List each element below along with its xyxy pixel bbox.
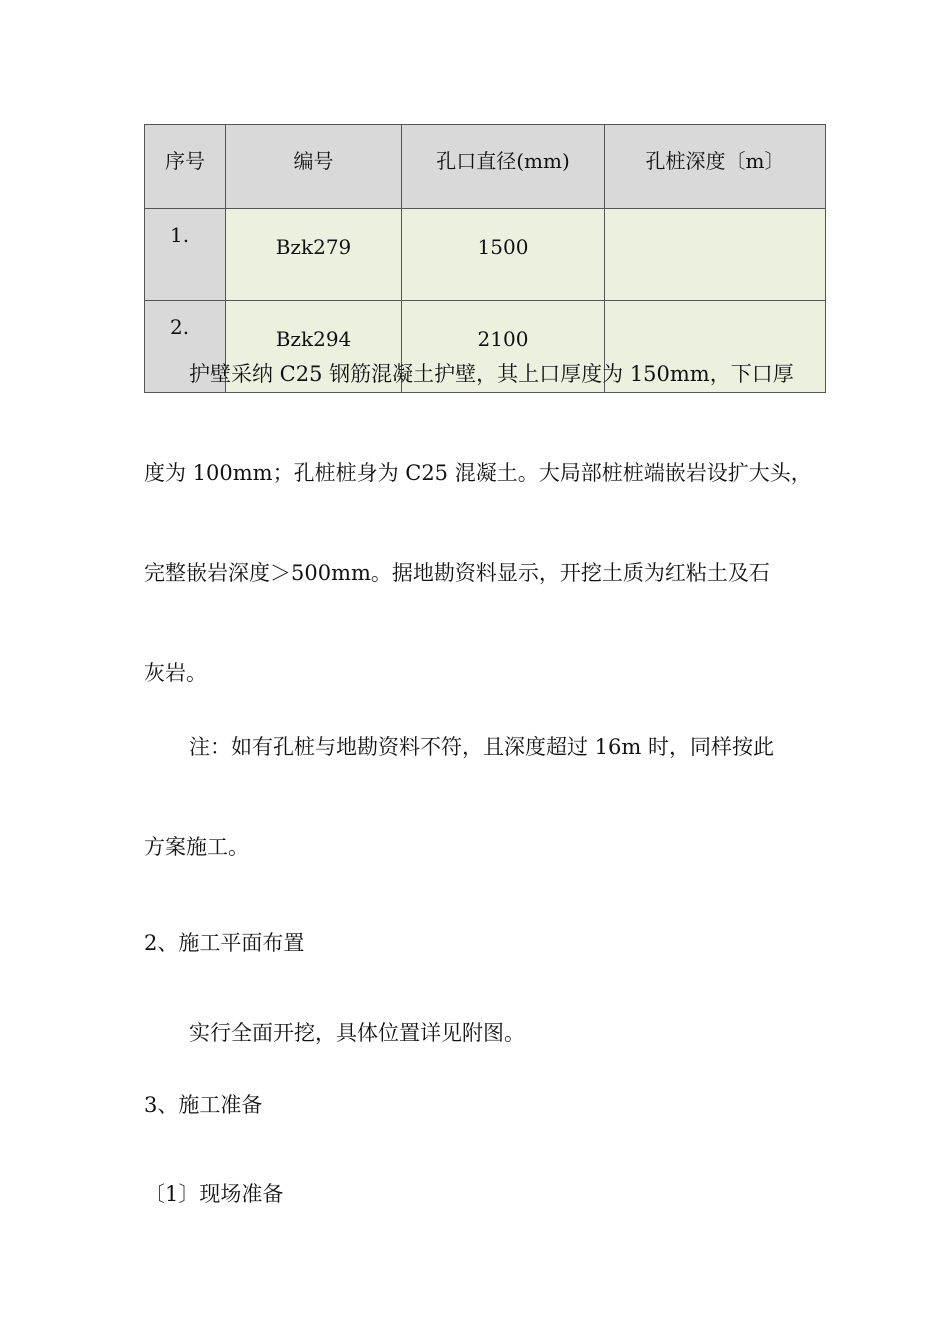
paragraph-line: 完整嵌岩深度＞500mm。据地勘资料显示，开挖土质为红粘土及石	[144, 561, 770, 585]
section-heading: 2、施工平面布置	[144, 931, 305, 955]
cell-diameter: 2100	[402, 301, 605, 393]
cell-depth	[605, 209, 826, 301]
section-heading: 3、施工准备	[144, 1093, 263, 1117]
paragraph-line: 灰岩。	[144, 661, 207, 685]
note-line: 注：如有孔桩与地勘资料不符，且深度超过 16m 时，同样按此	[189, 735, 774, 759]
paragraph-line: 实行全面开挖，具体位置详见附图。	[189, 1021, 525, 1045]
cell-code: Bzk294	[226, 301, 402, 393]
header-index: 序号	[145, 125, 226, 209]
pile-table	[144, 124, 826, 393]
paragraph-line: 护壁采纳 C25 钢筋混凝土护壁，其上口厚度为 150mm，下口厚	[189, 362, 794, 386]
header-code: 编号	[226, 125, 402, 209]
cell-index: 2.	[145, 301, 226, 393]
paragraph-line: 度为 100mm；孔桩桩身为 C25 混凝土。大局部桩桩端嵌岩设扩大头，	[144, 461, 812, 485]
table-header-row	[145, 125, 826, 209]
header-diameter: 孔口直径(mm)	[402, 125, 605, 209]
cell-index: 1.	[145, 209, 226, 301]
note-line: 方案施工。	[144, 835, 249, 859]
header-depth: 孔桩深度〔m〕	[605, 125, 826, 209]
table-row	[145, 209, 826, 301]
subsection-heading: 〔1〕现场准备	[144, 1182, 284, 1206]
cell-diameter: 1500	[402, 209, 605, 301]
cell-code: Bzk279	[226, 209, 402, 301]
